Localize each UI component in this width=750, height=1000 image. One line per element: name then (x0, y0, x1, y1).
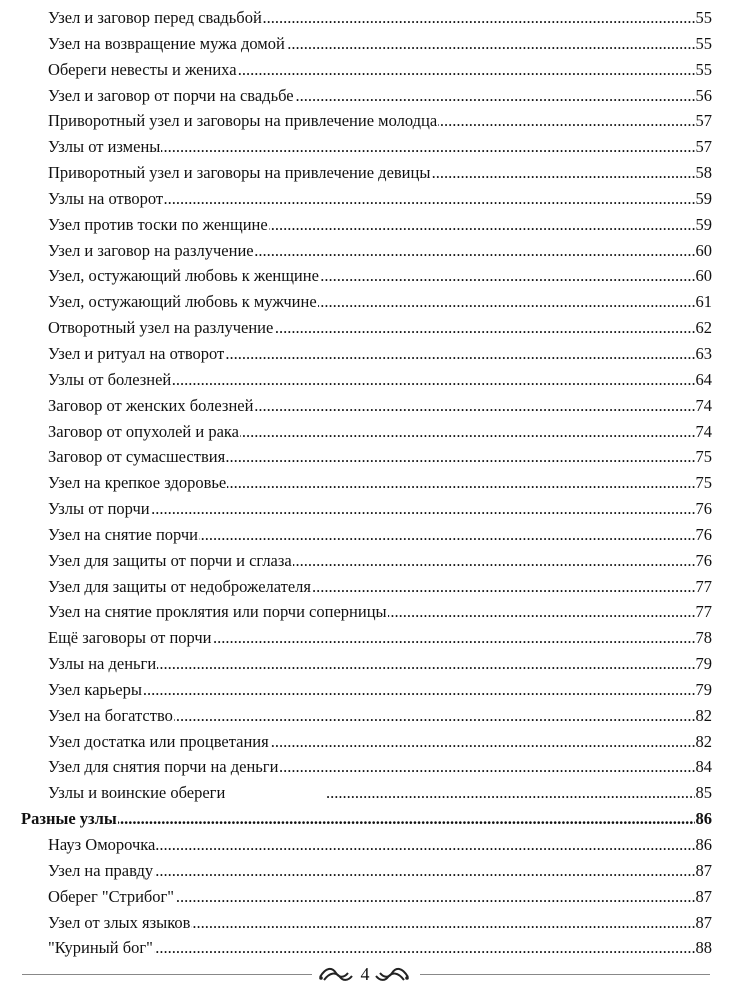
toc-entry-title: Приворотный узел и заговоры на привлечение молодца (48, 108, 438, 134)
toc-entry-title: Узлы на отворот (48, 186, 164, 212)
toc-entry-page: 86 (695, 832, 713, 858)
toc-entry-page: 76 (695, 548, 713, 574)
toc-entry-page: 76 (695, 522, 713, 548)
toc-entry[interactable] (0, 884, 750, 910)
toc-entry[interactable] (0, 212, 750, 238)
toc-entry[interactable] (0, 31, 750, 57)
toc-entry[interactable] (0, 263, 750, 289)
toc-entry[interactable] (0, 729, 750, 755)
toc-entry-title: Приворотный узел и заговоры на привлечение девицы (48, 160, 431, 186)
toc-entry-page: 63 (695, 341, 713, 367)
toc-entry-page: 74 (695, 419, 713, 445)
toc-section-title: Разные узлы (21, 806, 118, 832)
toc-entry-title: Узел и заговор от порчи на свадьбе (48, 83, 295, 109)
toc-entry[interactable] (0, 548, 750, 574)
toc-entry-title: Узел для снятия порчи на деньги (48, 754, 279, 780)
toc-entry[interactable] (0, 393, 750, 419)
toc-entry[interactable] (0, 625, 750, 651)
toc-entry-title: Заговор от сумасшествия (48, 444, 226, 470)
toc-entry[interactable] (0, 160, 750, 186)
toc-entry-page: 77 (695, 599, 713, 625)
toc-entry-page: 55 (695, 31, 713, 57)
toc-entry[interactable] (0, 703, 750, 729)
toc-entry-page: 87 (695, 884, 713, 910)
toc-entry[interactable] (0, 341, 750, 367)
toc-entry[interactable] (0, 910, 750, 936)
toc-entry-title: Узлы и воинские обереги (48, 780, 226, 806)
toc-entry-title: Узел, остужающий любовь к мужчине (48, 289, 318, 315)
toc-entry-title: Узлы на деньги (48, 651, 157, 677)
toc-entry-title: Узлы от измены (48, 134, 161, 160)
toc-entry-page: 74 (695, 393, 713, 419)
toc-entry[interactable] (0, 83, 750, 109)
toc-entry-title: Узел на крепкое здоровье (48, 470, 227, 496)
toc-entry-page: 76 (695, 496, 713, 522)
toc-entry-page: 84 (695, 754, 713, 780)
toc-entry[interactable] (0, 858, 750, 884)
toc-entry-page: 82 (695, 703, 713, 729)
toc-entry[interactable] (0, 186, 750, 212)
footer-rule-left (22, 974, 312, 975)
toc-entry[interactable] (0, 315, 750, 341)
toc-entry-page: 64 (695, 367, 713, 393)
toc-entry[interactable] (0, 832, 750, 858)
toc-section-page: 86 (695, 806, 713, 832)
toc-entry-page: 61 (695, 289, 713, 315)
toc-entry-page: 62 (695, 315, 713, 341)
toc-entry-title: Отворотный узел на разлучение (48, 315, 274, 341)
table-of-contents (0, 5, 750, 961)
dot-leader (21, 806, 708, 832)
flourish-left-icon (318, 963, 354, 985)
toc-entry-page: 55 (695, 5, 713, 31)
toc-entry-page: 82 (695, 729, 713, 755)
toc-entry-title: Обереги невесты и жениха (48, 57, 238, 83)
toc-entry-page: 57 (695, 108, 713, 134)
toc-entry-page: 78 (695, 625, 713, 651)
toc-entry-title: Заговор от женских болезней (48, 393, 254, 419)
toc-entry[interactable] (0, 651, 750, 677)
toc-entry-title: "Куриный бог" (48, 935, 154, 961)
toc-entry[interactable] (0, 599, 750, 625)
toc-entry[interactable] (0, 289, 750, 315)
toc-entry[interactable] (0, 108, 750, 134)
toc-entry[interactable] (0, 935, 750, 961)
toc-entry[interactable] (0, 238, 750, 264)
toc-entry-title: Узел, остужающий любовь к женщине (48, 263, 320, 289)
toc-entry-title: Узел для защиты от недоброжелателя (48, 574, 312, 600)
toc-entry[interactable] (0, 57, 750, 83)
toc-entry[interactable] (0, 754, 750, 780)
page-number: 4 (360, 964, 370, 984)
toc-entry-page: 57 (695, 134, 713, 160)
dot-leader (326, 780, 708, 806)
toc-entry-title: Узел на возвращение мужа домой (48, 31, 286, 57)
toc-entry[interactable] (0, 134, 750, 160)
toc-entry[interactable] (0, 5, 750, 31)
toc-entry[interactable] (0, 367, 750, 393)
toc-entry[interactable] (0, 522, 750, 548)
toc-entry-page: 79 (695, 651, 713, 677)
toc-entry-title: Узел против тоски по женщине (48, 212, 269, 238)
toc-entry-title: Ещё заговоры от порчи (48, 625, 213, 651)
toc-entry-page: 59 (695, 212, 713, 238)
toc-entry-page: 77 (695, 574, 713, 600)
toc-entry-page: 60 (695, 238, 713, 264)
toc-entry-title: Узел для защиты от порчи и сглаза (48, 548, 293, 574)
toc-entry-title: Заговор от опухолей и рака (48, 419, 240, 445)
toc-entry-title: Узлы от болезней (48, 367, 172, 393)
toc-entry-title: Узел на снятие проклятия или порчи соперницы (48, 599, 388, 625)
toc-entry-title: Узел достатка или процветания (48, 729, 270, 755)
dot-leader (48, 677, 708, 703)
toc-entry-page: 87 (695, 858, 713, 884)
toc-entry-page: 85 (695, 780, 713, 806)
toc-entry-title: Узел на снятие порчи (48, 522, 199, 548)
toc-entry-page: 87 (695, 910, 713, 936)
toc-entry-page: 58 (695, 160, 713, 186)
toc-entry-title: Узел карьеры (48, 677, 143, 703)
toc-entry-title: Узел от злых языков (48, 910, 191, 936)
toc-entry-title: Оберег "Стрибог" (48, 884, 175, 910)
toc-entry-page: 55 (695, 57, 713, 83)
toc-entry-title: Науз Оморочка (48, 832, 156, 858)
toc-entry-page: 60 (695, 263, 713, 289)
toc-section-heading[interactable] (0, 806, 750, 832)
toc-entry-title: Узел и заговор на разлучение (48, 238, 255, 264)
toc-entry[interactable] (0, 677, 750, 703)
toc-entry-title: Узел на богатство (48, 703, 174, 729)
toc-entry-page: 75 (695, 444, 713, 470)
page-footer (0, 960, 750, 990)
toc-entry-page: 88 (695, 935, 713, 961)
toc-entry-title: Узел и заговор перед свадьбой (48, 5, 263, 31)
toc-entry-page: 59 (695, 186, 713, 212)
footer-rule-right (420, 974, 710, 975)
toc-entry-page: 56 (695, 83, 713, 109)
toc-entry-title: Узел на правду (48, 858, 154, 884)
toc-entry[interactable] (0, 574, 750, 600)
toc-entry-page: 75 (695, 470, 713, 496)
toc-entry[interactable] (0, 419, 750, 445)
toc-entry-title: Узел и ритуал на отворот (48, 341, 225, 367)
toc-entry[interactable] (0, 444, 750, 470)
toc-entry[interactable] (0, 780, 750, 806)
toc-entry-page: 79 (695, 677, 713, 703)
toc-entry[interactable] (0, 496, 750, 522)
toc-entry[interactable] (0, 470, 750, 496)
flourish-right-icon (374, 963, 410, 985)
toc-entry-title: Узлы от порчи (48, 496, 151, 522)
